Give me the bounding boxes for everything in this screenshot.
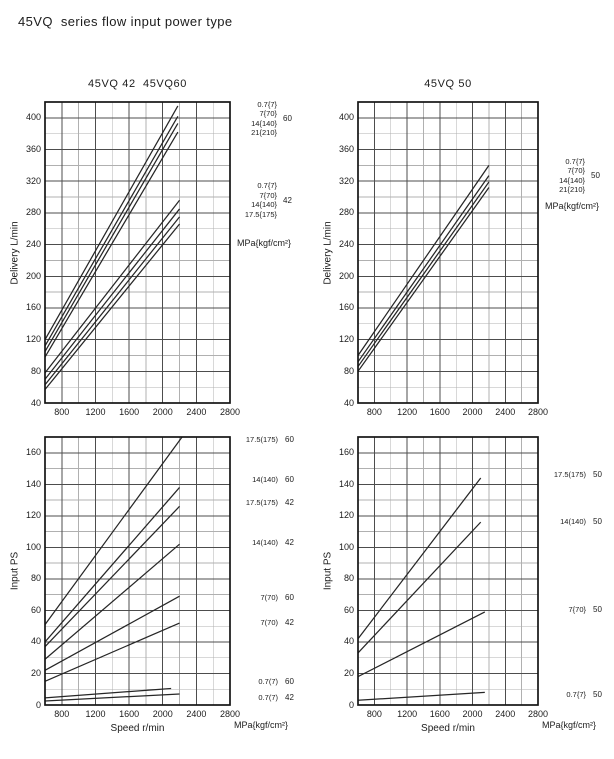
y-tick-label: 80 [30, 365, 41, 376]
pressure-label: 0.7{7} [565, 156, 585, 166]
pressure-label: 14{140} [251, 200, 277, 210]
size-label: 42 [285, 692, 294, 702]
size-label: 60 [283, 114, 292, 124]
input-power-45vq50-y-axis-label: Input PS [322, 551, 334, 591]
series-line [358, 612, 485, 677]
y-tick-label: 320 [338, 175, 354, 186]
input-power-45vq50-x-axis-label: Speed r/min [421, 723, 475, 734]
series-label [544, 690, 602, 699]
pressure-label: 21{210} [251, 128, 277, 138]
pressure-label: 21{210} [559, 185, 585, 195]
series-line [45, 116, 178, 346]
pressure-label-column [237, 100, 277, 138]
pressure-label: 14(140) [560, 517, 586, 527]
x-tick-label: 2800 [219, 709, 241, 719]
pressure-label: 17.5(175) [245, 435, 278, 445]
y-tick-label: 120 [25, 510, 41, 521]
plot-border [45, 102, 230, 403]
x-tick-label: 800 [366, 709, 382, 719]
y-tick-label: 60 [30, 604, 41, 615]
y-tick-label: 0 [35, 699, 41, 710]
series-label [236, 435, 294, 444]
y-tick-label: 160 [338, 447, 354, 458]
size-label: 42 [283, 195, 292, 205]
x-tick-label: 1600 [119, 407, 140, 417]
pressure-label: 7(70) [260, 618, 278, 628]
delivery-45vq42-45vq60-title: 45VQ 42 45VQ60 [88, 78, 187, 90]
pressure-label: 14(140) [252, 474, 278, 484]
delivery-45vq42-45vq60-y-axis-label: Delivery L/min [9, 220, 21, 285]
size-label: 50 [593, 605, 602, 615]
y-tick-label: 120 [25, 334, 41, 345]
x-tick-label: 1600 [119, 709, 140, 719]
pressure-label: 14{140} [559, 175, 585, 185]
series-label [236, 618, 294, 627]
x-tick-label: 1600 [429, 709, 450, 719]
input-power-45vq42-45vq60-plot [43, 435, 232, 707]
y-tick-label: 320 [25, 175, 41, 186]
series-line [358, 478, 481, 639]
y-tick-label: 80 [343, 365, 354, 376]
pressure-unit-label: MPa{kgf/cm²} [237, 237, 292, 248]
pressure-label: 7{70} [568, 605, 586, 615]
x-tick-label: 2400 [186, 407, 207, 417]
delivery-45vq42-45vq60-plot [43, 100, 232, 405]
pressure-label: 14{140} [251, 118, 277, 128]
y-tick-label: 400 [338, 112, 354, 123]
y-tick-label: 120 [338, 334, 354, 345]
y-tick-label: 140 [25, 478, 41, 489]
pressure-unit-label: MPa{kgf/cm²} [542, 720, 597, 730]
pressure-label: 17.5(175) [245, 498, 278, 508]
series-label [236, 677, 294, 686]
series-label [236, 498, 294, 507]
x-tick-label: 2000 [152, 709, 173, 719]
delivery-45vq50-title: 45VQ 50 [424, 78, 472, 90]
y-tick-label: 40 [343, 397, 354, 408]
y-tick-label: 200 [25, 270, 41, 281]
y-tick-label: 240 [338, 239, 354, 250]
pressure-label-group [545, 157, 600, 195]
pressure-label: 7{70} [259, 109, 277, 119]
x-tick-label: 1200 [85, 407, 106, 417]
y-tick-label: 40 [30, 397, 41, 408]
y-tick-label: 280 [25, 207, 41, 218]
pressure-unit-label: MPa{kgf/cm²} [234, 720, 289, 730]
series-line [45, 123, 178, 351]
x-tick-label: 800 [54, 407, 70, 417]
series-label [236, 593, 294, 602]
plot-border [358, 437, 538, 705]
x-tick-label: 2800 [527, 407, 549, 417]
pressure-label-column [545, 157, 585, 195]
pressure-label: 7{70} [567, 166, 585, 176]
size-label: 60 [285, 474, 294, 484]
y-tick-label: 100 [25, 541, 41, 552]
x-tick-label: 800 [366, 407, 382, 417]
size-label: 42 [285, 537, 294, 547]
series-label [236, 538, 294, 547]
size-label: 60 [285, 435, 294, 445]
pressure-label: 0.7{7} [566, 689, 586, 699]
x-tick-label: 2400 [495, 709, 516, 719]
y-tick-label: 160 [25, 447, 41, 458]
pressure-label: 7{70} [259, 190, 277, 200]
plot-border [358, 102, 538, 403]
plot-border [45, 437, 230, 705]
pressure-label: 17.5{175} [244, 209, 277, 219]
pressure-label: 7(70) [260, 592, 278, 602]
x-tick-label: 2800 [527, 709, 549, 719]
x-tick-label: 1600 [429, 407, 450, 417]
y-tick-label: 120 [338, 510, 354, 521]
x-tick-label: 2400 [186, 709, 207, 719]
y-tick-label: 80 [30, 573, 41, 584]
size-label: 42 [285, 498, 294, 508]
x-tick-label: 2800 [219, 407, 241, 417]
delivery-45vq50-plot [356, 100, 540, 405]
pressure-label: 0.7(7) [258, 692, 278, 702]
size-label: 50 [593, 517, 602, 527]
series-line [358, 522, 481, 653]
x-tick-label: 1200 [85, 709, 106, 719]
x-tick-label: 2000 [152, 407, 173, 417]
x-tick-label: 1200 [397, 709, 418, 719]
series-line [45, 688, 171, 697]
y-tick-label: 280 [338, 207, 354, 218]
y-tick-label: 100 [338, 541, 354, 552]
series-line [45, 437, 182, 625]
x-tick-label: 1200 [397, 407, 418, 417]
y-tick-label: 160 [25, 302, 41, 313]
y-tick-label: 20 [30, 667, 41, 678]
pressure-label: 17.5(175) [553, 469, 586, 479]
y-tick-label: 80 [343, 573, 354, 584]
series-line [45, 106, 178, 340]
pressure-unit-label: MPa{kgf/cm²} [545, 201, 600, 212]
size-label: 50 [591, 171, 600, 181]
delivery-45vq50-y-axis-label: Delivery L/min [322, 220, 334, 285]
pressure-label: 14(140) [252, 537, 278, 547]
input-power-45vq50-plot [356, 435, 540, 707]
size-label: 60 [285, 592, 294, 602]
y-tick-label: 200 [338, 270, 354, 281]
x-tick-label: 2000 [462, 709, 483, 719]
pressure-label: 0.7{7} [257, 99, 277, 109]
series-label [236, 693, 294, 702]
y-tick-label: 140 [338, 478, 354, 489]
y-tick-label: 400 [25, 112, 41, 123]
y-tick-label: 40 [30, 636, 41, 647]
y-tick-label: 360 [25, 144, 41, 155]
y-tick-label: 0 [348, 699, 354, 710]
input-power-45vq42-45vq60-x-axis-label: Speed r/min [110, 723, 165, 734]
pressure-label: 0.7(7) [258, 677, 278, 687]
series-label [544, 517, 602, 526]
y-tick-label: 360 [338, 144, 354, 155]
series-line [358, 692, 485, 700]
x-tick-label: 2000 [462, 407, 483, 417]
series-label [544, 605, 602, 614]
size-label: 50 [593, 689, 602, 699]
x-tick-label: 800 [54, 709, 70, 719]
y-tick-label: 20 [343, 667, 354, 678]
y-tick-label: 40 [343, 636, 354, 647]
pressure-label-group [237, 100, 292, 138]
series-label [544, 470, 602, 479]
y-tick-label: 60 [343, 604, 354, 615]
pressure-label: 0.7{7} [257, 181, 277, 191]
input-power-45vq42-45vq60-y-axis-label: Input PS [9, 551, 21, 591]
size-label: 60 [285, 677, 294, 687]
y-tick-label: 240 [25, 239, 41, 250]
x-tick-label: 2400 [495, 407, 516, 417]
size-label: 50 [593, 469, 602, 479]
page-title: 45VQ series flow input power type [18, 14, 233, 29]
y-tick-label: 160 [338, 302, 354, 313]
series-label [236, 475, 294, 484]
size-label: 42 [285, 618, 294, 628]
pressure-label-column [237, 181, 277, 219]
pressure-label-group [237, 181, 292, 219]
